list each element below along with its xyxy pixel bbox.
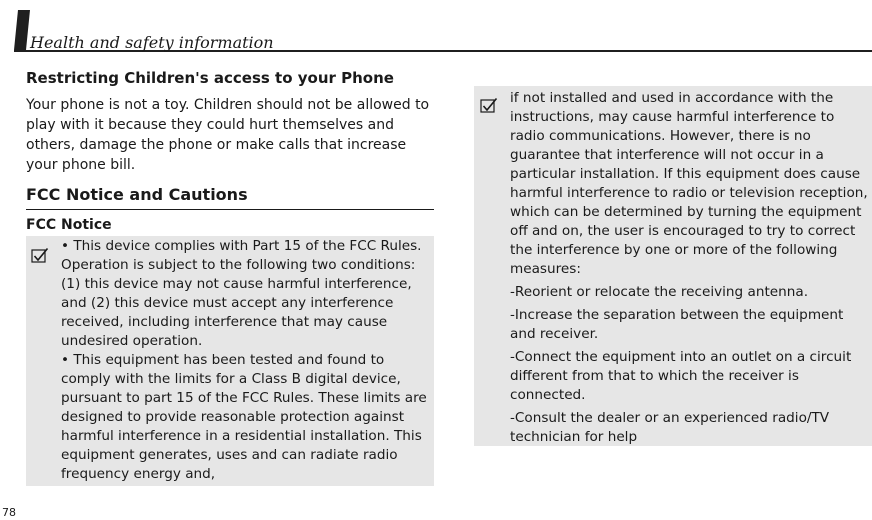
section-heading-fcc: FCC Notice and Cautions bbox=[26, 185, 248, 204]
note-bullet-compliance: • This device complies with Part 15 of the FCC Rules. Operation is subject to the following two conditions: (1) this device may not cause harmful interference, and (2) this device must accept any interference received, including interference that may cause undesired operation. bbox=[61, 238, 422, 349]
note-intro: if not installed and used in accordance with the instructions, may cause harmful interference to radio communications. However, there is no guarantee that interference will not occur in a particular installation. If this equipment does cause harmful interference to radio or television reception, which can be determined by turning the equipment off and on, the user is encouraged to try to correct the interference by one or more of the following measures: bbox=[510, 90, 868, 277]
note-box-right bbox=[474, 86, 872, 446]
note-text-left bbox=[61, 237, 433, 484]
subheading-fcc-notice: FCC Notice bbox=[26, 217, 112, 233]
checkbox-icon bbox=[480, 97, 498, 113]
section-heading-restricting: Restricting Children's access to your Phone bbox=[26, 69, 394, 87]
section-body-restricting: Your phone is not a toy. Children should not be allowed to play with it because they could hurt themselves and others, damage the phone or make calls that increase your phone bill. bbox=[26, 97, 430, 173]
note-box-left bbox=[26, 236, 434, 486]
checkbox-icon bbox=[31, 247, 49, 263]
note-text-right bbox=[510, 89, 872, 447]
section-divider bbox=[26, 209, 434, 210]
measure-item: -Reorient or relocate the receiving antenna. bbox=[510, 284, 809, 300]
measure-item: -Increase the separation between the equipment and receiver. bbox=[510, 307, 844, 342]
measure-item: -Consult the dealer or an experienced radio/TV technician for help bbox=[510, 410, 830, 445]
page-number: 78 bbox=[2, 506, 16, 519]
header-accent-bar bbox=[14, 10, 30, 50]
measure-item: -Connect the equipment into an outlet on a circuit different from that to which the receiver is connected. bbox=[510, 349, 852, 403]
running-header-title: Health and safety information bbox=[30, 33, 274, 52]
note-bullet-class-b: • This equipment has been tested and found to comply with the limits for a Class B digital device, pursuant to part 15 of the FCC Rules. These limits are designed to provide reasonable protection against harmful interference in a residential installation. This equipment generates, uses and can radiate radio frequency energy and, bbox=[61, 352, 427, 482]
